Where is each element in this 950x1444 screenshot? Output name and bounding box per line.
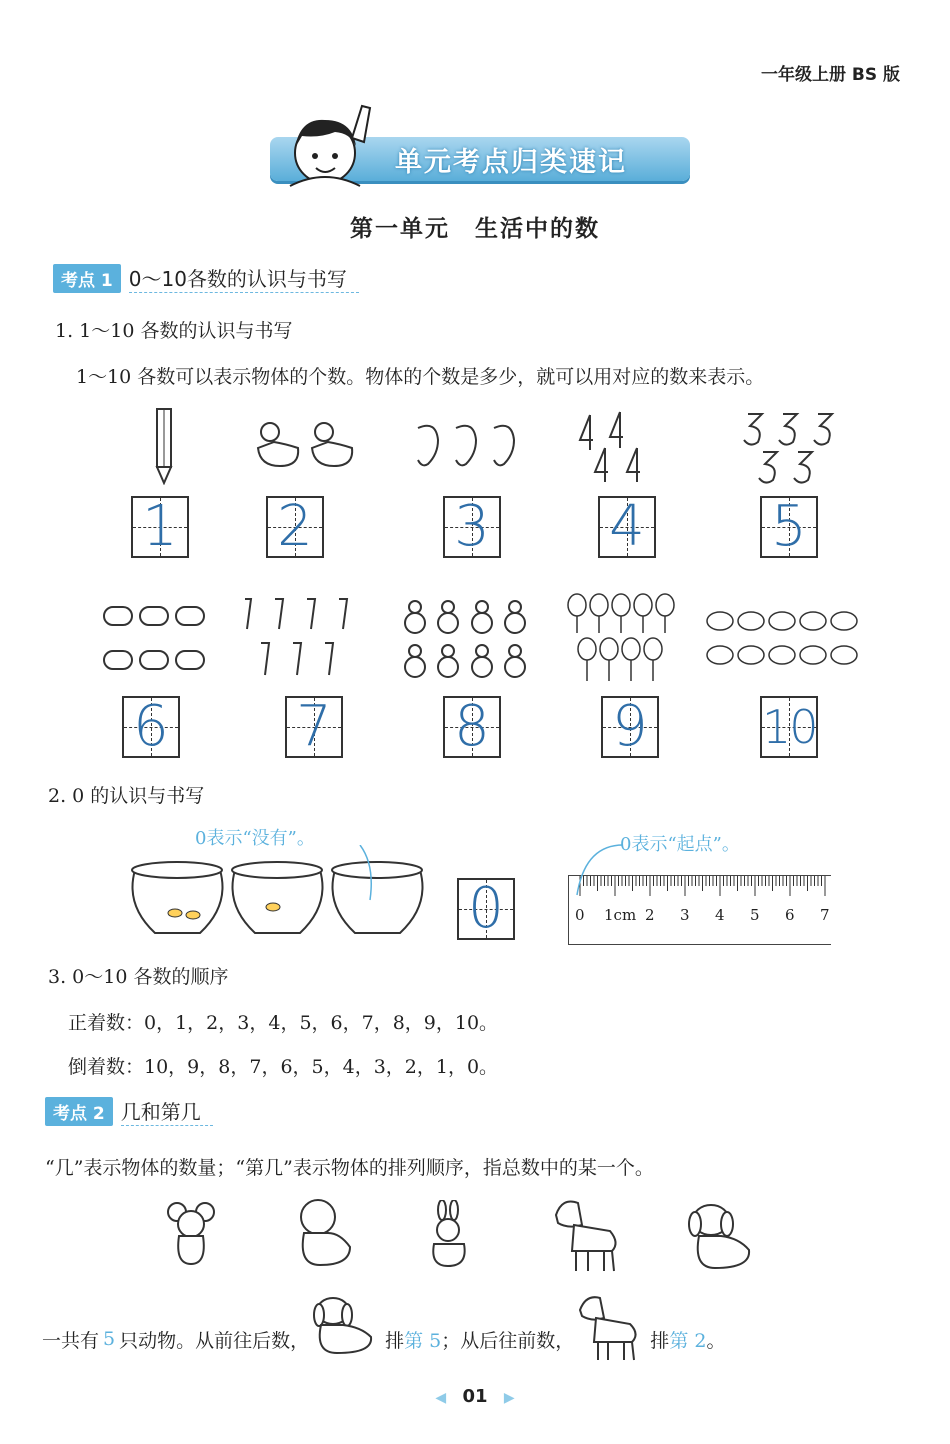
digit-box-2 bbox=[266, 496, 324, 558]
point1-title: 0～10各数的认识与书写 bbox=[129, 263, 359, 293]
digit-3: 3 bbox=[454, 494, 490, 559]
digit-1: 1 bbox=[142, 494, 178, 559]
digit-box-6 bbox=[122, 696, 180, 758]
start-arrow-icon bbox=[565, 835, 635, 905]
banner-title: 单元考点归类速记 bbox=[395, 147, 627, 178]
digit-box-5 bbox=[760, 496, 818, 558]
hooks-icon bbox=[738, 410, 848, 488]
digit-box-4 bbox=[598, 496, 656, 558]
point2-description: “几”表示物体的数量；“第几”表示物体的排列顺序，指总数中的某一个。 bbox=[45, 1157, 654, 1179]
digit-box-0 bbox=[457, 878, 515, 940]
ruler-label: 6 bbox=[785, 906, 795, 924]
ruler-label: 1cm bbox=[604, 906, 637, 924]
sentence-part: ；从后往前数， bbox=[441, 1329, 575, 1352]
puppy-inline-icon bbox=[309, 1293, 381, 1355]
digit-4: 4 bbox=[609, 494, 645, 559]
sentence-part: 一共有 bbox=[42, 1329, 100, 1352]
digit-box-8 bbox=[443, 696, 501, 758]
whistles-icon bbox=[100, 593, 215, 681]
page-number bbox=[0, 1386, 950, 1407]
digit-5: 5 bbox=[771, 494, 807, 559]
flags-icon bbox=[575, 410, 675, 485]
rabbit-icon bbox=[420, 1200, 480, 1268]
flowers-icon bbox=[705, 605, 865, 671]
ruler-label: 0 bbox=[575, 906, 585, 924]
ruler-label: 3 bbox=[680, 906, 690, 924]
gourds-icon bbox=[400, 593, 530, 685]
pony-icon bbox=[548, 1195, 628, 1275]
point1-tag: 考点 1 bbox=[53, 264, 121, 293]
ruler-label: 2 bbox=[645, 906, 655, 924]
digit-box-3 bbox=[443, 496, 501, 558]
ruler-label: 4 bbox=[715, 906, 725, 924]
answer-order-back: 第 2 bbox=[669, 1329, 707, 1352]
fishbowls-icon bbox=[125, 845, 425, 945]
answer-order-front: 第 5 bbox=[404, 1329, 442, 1352]
point2-sentence bbox=[42, 1316, 725, 1362]
backward-count: 倒着数：10，9，8，7，6，5，4，3，2，1，0。 bbox=[68, 1056, 499, 1078]
sentence-part: 只动物。从前往后数， bbox=[119, 1329, 310, 1352]
ducks-icon bbox=[250, 418, 360, 470]
grade-label: 一年级上册 BS 版 bbox=[760, 65, 900, 85]
forward-count: 正着数：0，1，2，3，4，5，6，7，8，9，10。 bbox=[68, 1012, 499, 1034]
point1-header bbox=[53, 263, 359, 293]
next-arrow-icon: ▶ bbox=[503, 1390, 515, 1406]
answer-count: 5 bbox=[103, 1328, 116, 1350]
note-none: 0表示“没有”。 bbox=[195, 828, 315, 849]
sub3-title: 3. 0～10 各数的顺序 bbox=[48, 966, 229, 988]
sub1-description: 1～10 各数可以表示物体的个数。物体的个数是多少，就可以用对应的数来表示。 bbox=[76, 366, 765, 388]
digit-box-7 bbox=[285, 696, 343, 758]
sentence-part: 。 bbox=[706, 1329, 726, 1352]
page-number-text: 01 bbox=[462, 1386, 488, 1407]
sentence-part: 排 bbox=[650, 1329, 670, 1352]
digit-box-9 bbox=[601, 696, 659, 758]
hockey-sticks-icon bbox=[235, 593, 360, 685]
pencil-icon bbox=[150, 405, 180, 485]
sentence-part: 排 bbox=[385, 1329, 405, 1352]
digit-10: 10 bbox=[762, 700, 817, 754]
balloons-icon bbox=[565, 593, 680, 685]
digit-7: 7 bbox=[296, 694, 332, 759]
sub2-title: 2. 0 的认识与书写 bbox=[48, 785, 205, 807]
sub1-title: 1. 1～10 各数的认识与书写 bbox=[55, 320, 293, 342]
pony-inline-icon bbox=[574, 1292, 646, 1362]
ears-icon bbox=[408, 420, 523, 472]
digit-8: 8 bbox=[454, 694, 490, 759]
digit-2: 2 bbox=[277, 494, 313, 559]
digit-0: 0 bbox=[468, 876, 504, 941]
point2-header bbox=[45, 1096, 213, 1126]
ruler-label: 5 bbox=[750, 906, 760, 924]
boy-mascot-icon bbox=[280, 98, 380, 193]
unit-title: 第一单元 生活中的数 bbox=[350, 216, 600, 242]
digit-6: 6 bbox=[133, 694, 169, 759]
mouse-icon bbox=[165, 1200, 225, 1268]
puppy-icon bbox=[685, 1200, 760, 1272]
digit-box-10 bbox=[760, 696, 818, 758]
note-start: 0表示“起点”。 bbox=[620, 834, 740, 855]
prev-arrow-icon: ◀ bbox=[435, 1390, 447, 1406]
point2-title: 几和第几 bbox=[121, 1096, 213, 1126]
digit-9: 9 bbox=[612, 694, 648, 759]
ruler-label: 7 bbox=[820, 906, 830, 924]
digit-box-1 bbox=[131, 496, 189, 558]
point2-tag: 考点 2 bbox=[45, 1097, 113, 1126]
tiger-icon bbox=[290, 1195, 360, 1270]
